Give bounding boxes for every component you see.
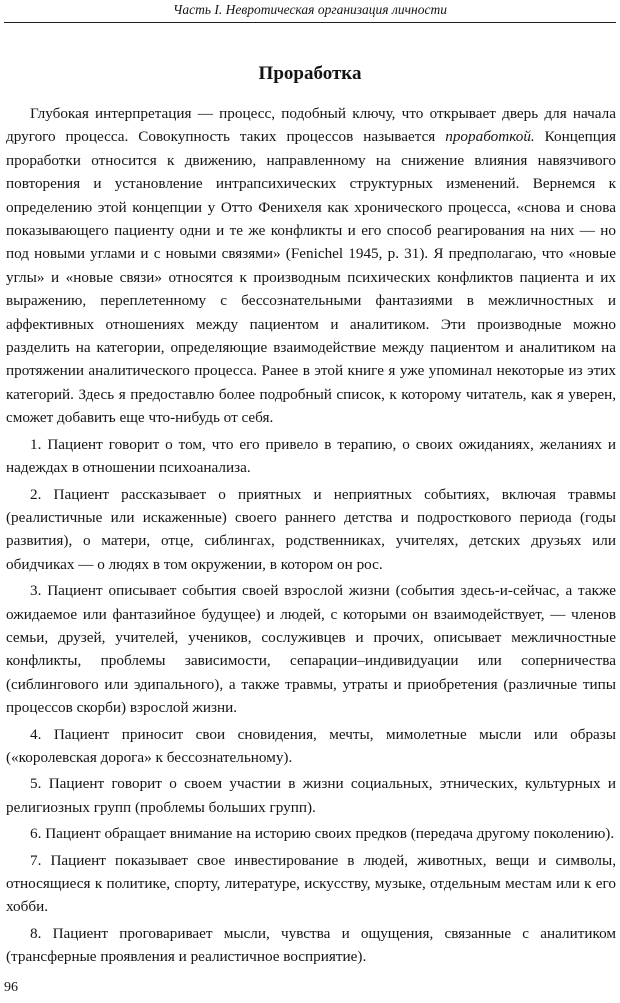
list-item-7: 7. Пациент показывает свое инвестирование в людей, животных, вещи и символы, относящиеся к политике, спорту, литературе, искусству, музыке, отдельным местам или к его хобби. xyxy=(6,851,616,916)
list-item-5: 5. Пациент говорит о своем участии в жизни социальных, этнических, культурных и религиозных групп (проблемы больших групп). xyxy=(6,775,616,816)
intro-term: проработкой. xyxy=(445,128,535,146)
list-item-8: 8. Пациент проговаривает мысли, чувства и ощущения, связанные с аналитиком (трансферные проявления и реалистичное восприятие). xyxy=(6,924,616,966)
intro-text-part1: Глубокая интерпретация — процесс, подобный ключу, что открывает дверь для начала другого процесса. Совокупность таких процессов называется xyxy=(6,105,616,146)
list-item-2: 2. Пациент рассказывает о приятных и неприятных событиях, включая травмы (реалистичные или искаженные) своего раннего детства и подросткового периода (годы развития), о матери, отце, сиблингах, родственниках, учителях, детских друзьях или обидчиках — о людях в том окружении, в котором он рос. xyxy=(6,485,616,573)
body-text xyxy=(6,102,616,969)
running-header: Часть I. Невротическая организация личности xyxy=(4,0,616,23)
list-item-1: 1. Пациент говорит о том, что его привело в терапию, о своих ожиданиях, желаниях и надеждах в отношении психоанализа. xyxy=(6,435,616,477)
section-title: Проработка xyxy=(258,63,362,84)
page-number: 96 xyxy=(4,980,18,995)
list-item-4: 4. Пациент приносит свои сновидения, мечты, мимолетные мысли или образы («королевская дорога» к бессознательному). xyxy=(6,725,616,766)
intro-paragraph xyxy=(6,102,616,430)
list-item-3: 3. Пациент описывает события своей взрослой жизни (события здесь-и-сейчас, а также ожидаемое или фантазийное будущее) и людей, с которыми он взаимодействует, — членов семьи, друзей, учителей, учеников, сослуживцев и прочих, описывает межличностные конфликты, проблемы зависимости, сепарации–индивидуации или соперничества (сиблингового или эдипального), а также травмы, утраты и приобретения (различные типы процессов скорби) взрослой жизни. xyxy=(6,582,616,717)
list-item-6: 6. Пациент обращает внимание на историю своих предков (передача другому поколению). xyxy=(30,825,615,843)
intro-text-part2: Концепция проработки относится к движению, направленному на снижение влияния навязчивого повторения и установление интрапсихических структурных изменений. Вернемся к определению этой концепции у Отто Фенихеля как хронического процесса, «снова и снова показывающего пациенту одни и те же конфликты и его способ реагирования на них — но под новыми углами и с новыми связями» (Fenichel 1945, p. 31). Я предполагаю, что «новые углы» и «новые связи» относятся к производным психических конфликтов пациента и их выражению, переплетенному с бессознательными фантазиями в межличностных и аффективных отношениях между пациентом и аналитиком. Эти производные можно разделить на категории, определяющие взаимодействие между пациентом и аналитиком на протяжении аналитического процесса. Ранее в этой книге я уже упоминал некоторые из этих категорий. Здесь я предоставлю более подробный список, к которому читатель, как я уверен, сможет добавить еще что-нибудь от себя. xyxy=(6,128,616,427)
